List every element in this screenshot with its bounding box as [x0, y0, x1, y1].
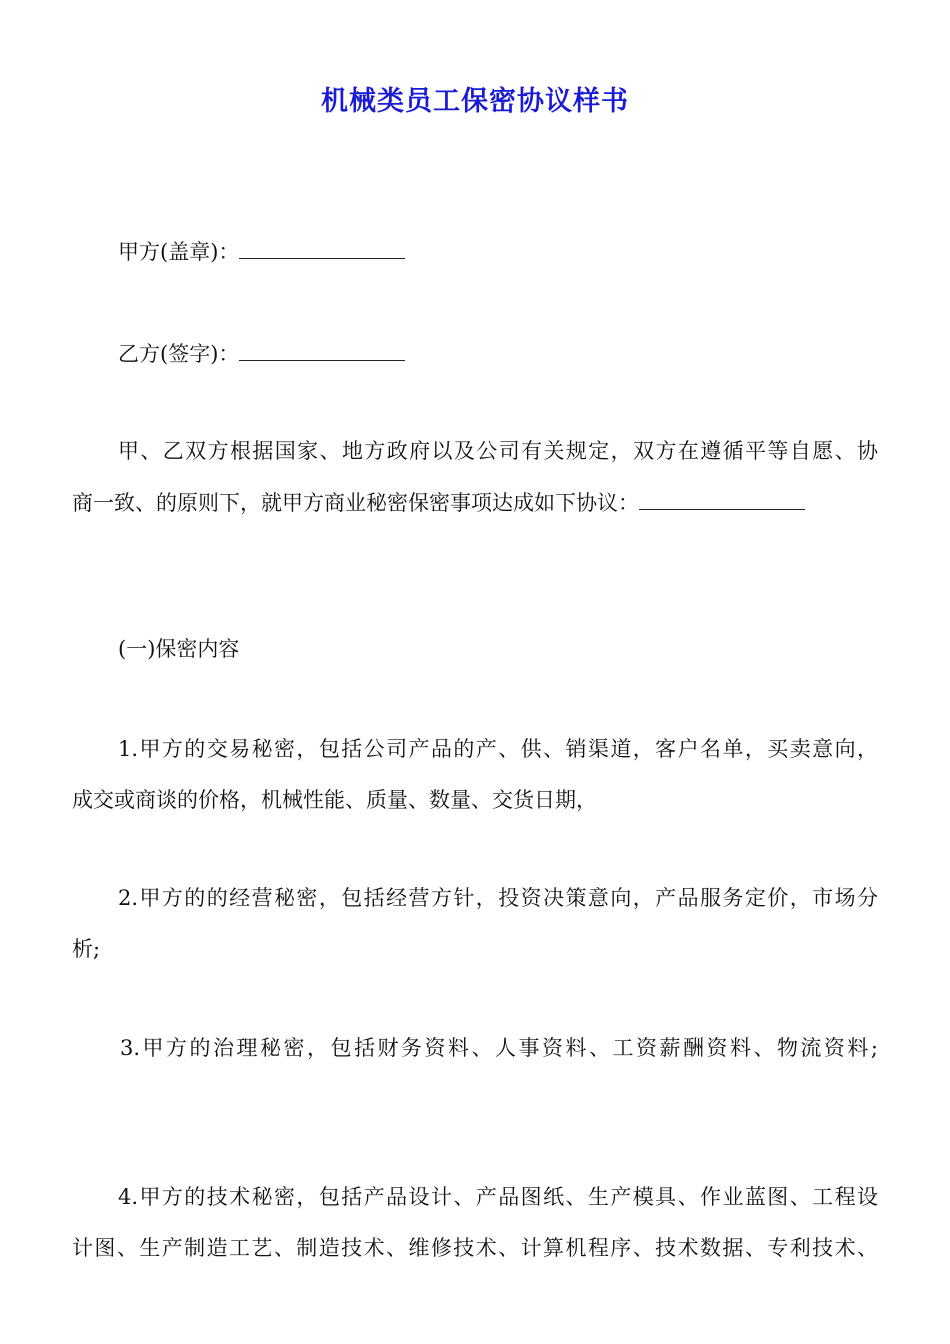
intro-blank [639, 487, 805, 510]
item-1-line-1: 1.甲方的交易秘密，包括公司产品的产、供、销渠道，客户名单，买卖意向， [118, 737, 878, 761]
item-4-line-1: 4.甲方的技术秘密，包括产品设计、产品图纸、生产模具、作业蓝图、工程设 [118, 1185, 878, 1209]
intro-paragraph-line-2 [72, 487, 805, 518]
item-4-line-2: 计图、生产制造工艺、制造技术、维修技术、计算机程序、技术数据、专利技术、 [72, 1236, 878, 1260]
party-b-line [118, 338, 405, 369]
document-title: 机械类员工保密协议样书 [321, 86, 629, 117]
item-2-line-2: 析; [72, 937, 101, 961]
item-1-line-2: 成交或商谈的价格，机械性能、质量、数量、交货日期， [72, 788, 597, 812]
party-a-label: 甲方(盖章)： [118, 240, 240, 264]
item-3-line-1: 3.甲方的治理秘密，包括财务资料、人事资料、工资薪酬资料、物流资料; [120, 1036, 878, 1060]
party-b-signature-blank [239, 338, 405, 361]
section-heading: (一)保密内容 [118, 637, 240, 661]
party-a-line [118, 236, 405, 267]
intro-paragraph-line-1: 甲、乙双方根据国家、地方政府以及公司有关规定，双方在遵循平等自愿、协 [118, 439, 878, 463]
item-2-line-1: 2.甲方的的经营秘密，包括经营方针，投资决策意向，产品服务定价，市场分 [118, 886, 878, 910]
party-b-label: 乙方(签字)： [118, 342, 240, 366]
intro-paragraph-text: 商一致、的原则下，就甲方商业秘密保密事项达成如下协议： [72, 491, 639, 515]
party-a-signature-blank [239, 236, 405, 259]
